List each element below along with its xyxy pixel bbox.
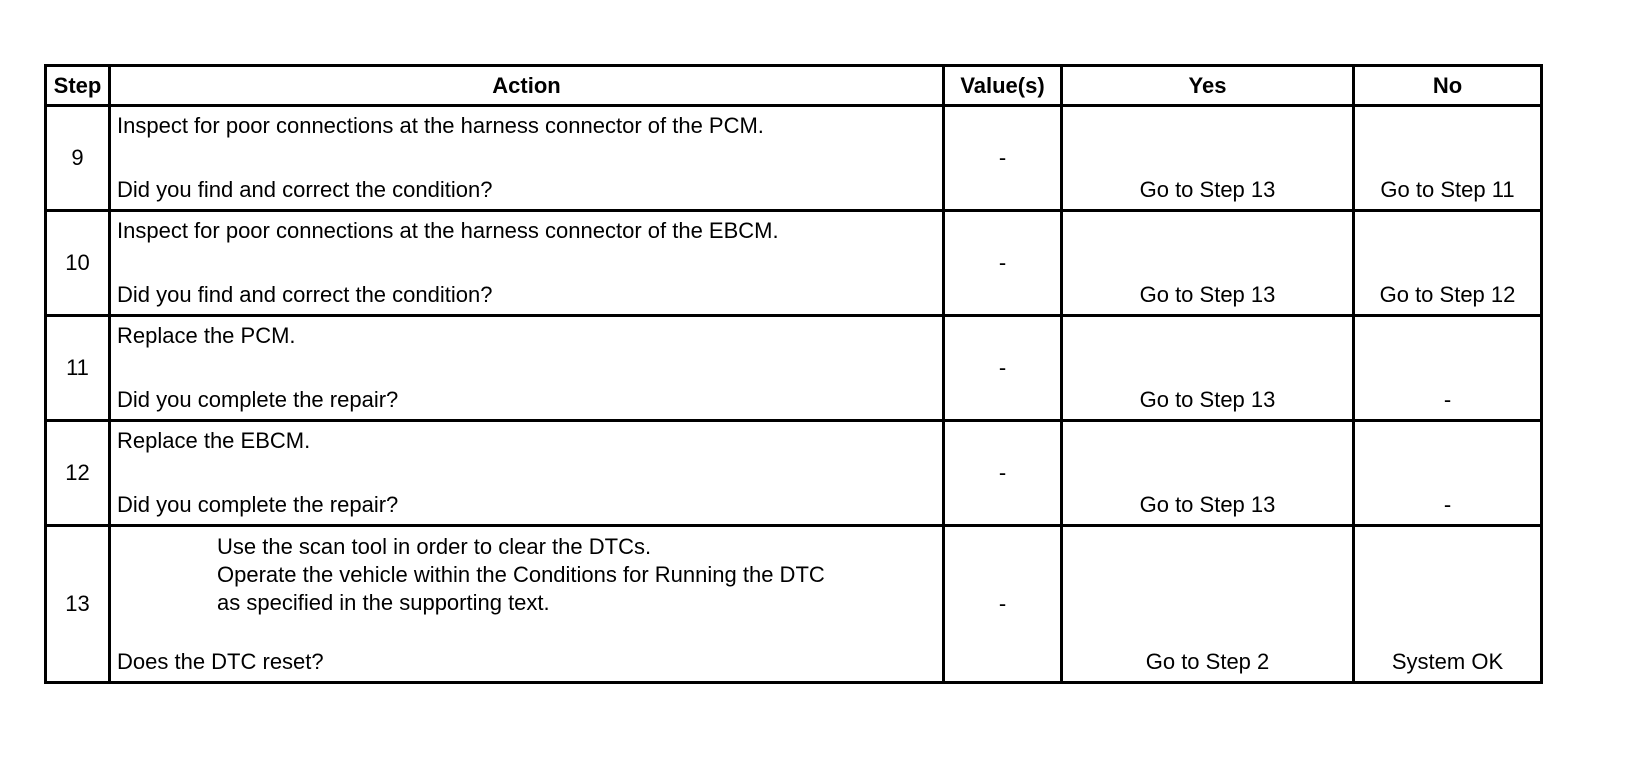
step-number: 12 (46, 421, 110, 526)
action-text: Replace the PCM. (117, 323, 296, 348)
yes-cell (1062, 316, 1354, 421)
action-cell (110, 526, 944, 683)
header-row (46, 66, 1542, 106)
no-result: Go to Step 12 (1379, 282, 1516, 307)
step-number: 13 (46, 526, 110, 683)
action-question: Does the DTC reset? (117, 649, 324, 674)
table-row (46, 316, 1542, 421)
action-cell (110, 421, 944, 526)
no-result: Go to Step 11 (1380, 177, 1515, 202)
yes-result: Go to Step 13 (1139, 387, 1276, 412)
yes-result: Go to Step 2 (1145, 649, 1270, 674)
action-text: Inspect for poor connections at the harness connector of the EBCM. (117, 218, 779, 243)
yes-cell (1062, 106, 1354, 211)
action-cell (110, 211, 944, 316)
header-action: Action (110, 66, 944, 106)
yes-cell (1062, 421, 1354, 526)
instruction-line: as specified in the supporting text. (217, 590, 550, 615)
diagnostic-table (44, 64, 1543, 684)
table-row (46, 106, 1542, 211)
header-values: Value(s) (944, 66, 1062, 106)
action-text: Replace the EBCM. (117, 428, 311, 453)
instruction-line: Operate the vehicle within the Conditions for Running the DTC (217, 562, 825, 587)
step-number: 9 (46, 106, 110, 211)
instruction-line: Use the scan tool in order to clear the DTCs. (217, 534, 652, 559)
no-cell (1354, 106, 1542, 211)
yes-result: Go to Step 13 (1139, 282, 1276, 307)
action-cell (110, 316, 944, 421)
no-result: - (1443, 492, 1452, 517)
instruction-list (217, 533, 825, 617)
header-yes: Yes (1062, 66, 1354, 106)
no-result: - (1443, 387, 1452, 412)
action-question: Did you find and correct the condition? (117, 177, 493, 202)
step-number: 11 (46, 316, 110, 421)
table-row (46, 211, 1542, 316)
value-cell: - (944, 316, 1062, 421)
yes-result: Go to Step 13 (1139, 492, 1276, 517)
yes-cell (1062, 526, 1354, 683)
value-cell: - (944, 211, 1062, 316)
header-no: No (1354, 66, 1542, 106)
header-step: Step (46, 66, 110, 106)
value-cell: - (944, 421, 1062, 526)
action-question: Did you complete the repair? (117, 492, 399, 517)
action-text: Inspect for poor connections at the harness connector of the PCM. (117, 113, 764, 138)
action-question: Did you complete the repair? (117, 387, 399, 412)
no-cell (1354, 211, 1542, 316)
no-cell (1354, 421, 1542, 526)
table-row (46, 421, 1542, 526)
value-cell: - (944, 106, 1062, 211)
no-result: System OK (1391, 649, 1504, 674)
step-number: 10 (46, 211, 110, 316)
action-cell (110, 106, 944, 211)
no-cell (1354, 526, 1542, 683)
table-row (46, 526, 1542, 683)
action-question: Did you find and correct the condition? (117, 282, 493, 307)
yes-result: Go to Step 13 (1139, 177, 1276, 202)
value-cell: - (944, 526, 1062, 683)
yes-cell (1062, 211, 1354, 316)
no-cell (1354, 316, 1542, 421)
